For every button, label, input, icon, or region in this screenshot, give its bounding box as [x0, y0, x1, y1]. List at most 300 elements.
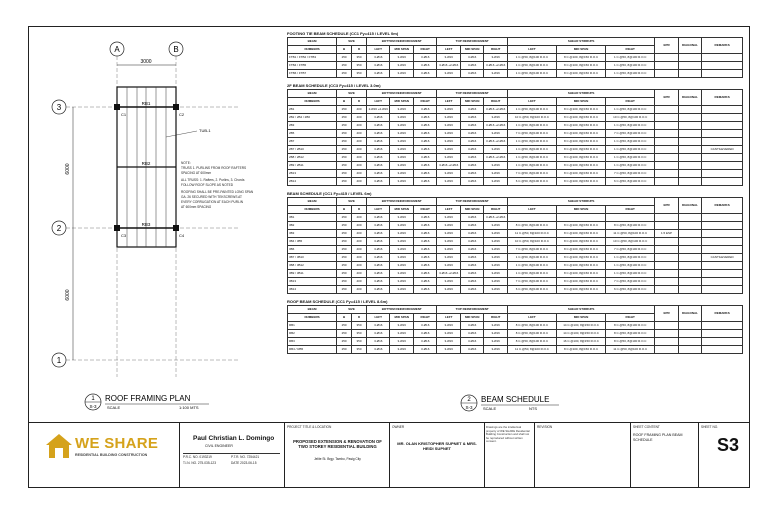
- cell-d: 400: [352, 238, 367, 246]
- header-cell: NUMBERS: [288, 314, 337, 322]
- cell-b: 250: [337, 170, 352, 178]
- svg-text:BEAM SCHEDULE: BEAM SCHEDULE: [481, 395, 550, 404]
- cell-d: 400: [352, 162, 367, 170]
- schedule-block: [287, 31, 743, 78]
- cell-sr: 1 C.@50, 8@100 R.O.C: [606, 106, 655, 114]
- cell-bm: 3-Ø16: [390, 170, 413, 178]
- header-cell: MID SPAN: [460, 314, 483, 322]
- cell-tl: 3-Ø16: [437, 146, 460, 154]
- cell-tr: 3-Ø16: [484, 346, 508, 354]
- cell-dg: [678, 246, 701, 254]
- header-cell: TOP REINFORCEMENT: [437, 198, 507, 206]
- cell-bm: 3-Ø16: [390, 138, 413, 146]
- cell-b: 250: [337, 114, 352, 122]
- cell-epr: [655, 130, 678, 138]
- table-row: [288, 262, 743, 270]
- cell-dg: [678, 322, 701, 330]
- cell-sl: 8 C.@50, 8@100 R.O.C: [507, 222, 556, 230]
- header-cell: D: [352, 206, 367, 214]
- header-cell: BOTTOM REINFORCEMENT: [367, 306, 437, 314]
- cell-sl: 1 C.@50, 8@100 R.O.C: [507, 254, 556, 262]
- cell-tl: 3-Ø16: [437, 246, 460, 254]
- cell-epr: [655, 322, 678, 330]
- cell-bl: 3-Ø16: [367, 330, 390, 338]
- header-cell: REMARKS: [702, 38, 743, 54]
- cell-tr: 3-Ø16: [484, 330, 508, 338]
- cell-bl: 3-Ø16: [367, 278, 390, 286]
- cell-sr: 8 C.@50, 8@100 R.O.C: [606, 322, 655, 330]
- cell-tm: 3-Ø16: [460, 346, 483, 354]
- header-cell: TOP REINFORCEMENT: [437, 90, 507, 98]
- cell-b: 250: [337, 222, 352, 230]
- header-cell: RIGHT: [484, 206, 508, 214]
- cell-sm: 8 C.@100, 8@150 R.O.C: [557, 122, 606, 130]
- header-cell: MID SPAN: [557, 98, 606, 106]
- cell-epr: [655, 338, 678, 346]
- cell-tm: 3-Ø16: [460, 154, 483, 162]
- cell-sr: 1 C.@50, 8@100 R.O.C: [606, 62, 655, 70]
- cell-tl: 3-Ø16: [437, 70, 460, 78]
- cell-n: RB3: [288, 338, 337, 346]
- cell-tm: 3-Ø16: [460, 262, 483, 270]
- cell-bm: 3-Ø16: [390, 338, 413, 346]
- header-cell: B: [337, 46, 352, 54]
- cell-dg: [678, 70, 701, 78]
- cell-br: 3-Ø16: [413, 278, 437, 286]
- cell-dg: [678, 338, 701, 346]
- cell-br: 3-Ø16: [413, 322, 437, 330]
- cell-rm: [702, 114, 743, 122]
- cell-b: 250: [337, 138, 352, 146]
- cell-sm: 16 C.@100, 8@150 R.O.C: [557, 338, 606, 346]
- cell-tm: 3-Ø16: [460, 222, 483, 230]
- cell-tm: 3-Ø16: [460, 130, 483, 138]
- cell-sr: 7 C.@50, 8@100 R.O.C: [606, 130, 655, 138]
- header-cell: REMARKS: [702, 198, 743, 214]
- header-cell: TOP REINFORCEMENT: [437, 306, 507, 314]
- engineer-name: Paul Christian L. Domingo: [193, 435, 275, 442]
- cell-tr: 3-Ø16: [484, 114, 508, 122]
- cell-dg: [678, 214, 701, 222]
- cell-tm: 3-Ø16: [460, 278, 483, 286]
- cell-tl: 3-Ø16: [437, 106, 460, 114]
- svg-text:NTS: NTS: [529, 406, 537, 411]
- cell-sl: 6 C.@50, 8@100 R.O.C: [507, 286, 556, 294]
- cell-dg: [678, 162, 701, 170]
- table-row: [288, 178, 743, 186]
- caption-sheet: S-3: [89, 404, 97, 409]
- cell-dg: [678, 270, 701, 278]
- table-row: [288, 106, 743, 114]
- cell-b: 250: [337, 70, 352, 78]
- cell-rm: [702, 338, 743, 346]
- cell-tm: 3-Ø16: [460, 330, 483, 338]
- cell-epr: [655, 138, 678, 146]
- header-cell: NUMBERS: [288, 98, 337, 106]
- sheet-number: S3: [716, 435, 739, 455]
- header-cell: SHEAR STIRRUPS: [507, 38, 654, 46]
- header-cell: MID SPAN: [557, 46, 606, 54]
- cell-bm: 3-Ø16: [390, 286, 413, 294]
- cell-sl: 7 C.@50, 8@100 R.O.C: [507, 130, 556, 138]
- cell-n: 3B7 / 3B10: [288, 254, 337, 262]
- cell-dg: [678, 54, 701, 62]
- header-cell: BOTTOM REINFORCEMENT: [367, 90, 437, 98]
- table-row: [288, 154, 743, 162]
- header-cell: BEAM: [288, 306, 337, 314]
- cell-bm: 3-Ø16: [390, 62, 413, 70]
- project-title: PROPOSED EXTENSION & RENOVATION OF TWO STOREY RESIDENTIAL BUILDING: [293, 439, 382, 449]
- cell-tl: 3-Ø16: [437, 278, 460, 286]
- cell-tl: 3-Ø16 +2-Ø16: [437, 162, 460, 170]
- cell-sr: 1 C.@50, 8@100 R.O.C: [606, 146, 655, 154]
- cell-tr: 3-Ø16 +2-Ø16: [484, 138, 508, 146]
- cell-tr: 3-Ø16: [484, 246, 508, 254]
- table-row: [288, 330, 743, 338]
- schedule-block: [287, 299, 743, 354]
- cell-sm: 8 C.@100, 8@150 R.O.C: [557, 230, 606, 238]
- cell-sr: 8 C.@50, 8@100 R.O.C: [606, 338, 655, 346]
- cell-d: 350: [352, 346, 367, 354]
- table-row: [288, 62, 743, 70]
- header-cell: SIZE: [337, 38, 367, 46]
- cell-br: 3-Ø16: [413, 146, 437, 154]
- sheet-content-cell: SHEET CONTENT ROOF FRAMING PLAN BEAM SCHEDULE: [630, 423, 699, 488]
- logo-text: WE SHARE: [75, 435, 159, 452]
- plan-notes: [181, 161, 254, 209]
- cell-epr: [655, 262, 678, 270]
- cell-tr: 3-Ø16: [484, 238, 508, 246]
- svg-text:2: 2: [467, 397, 471, 403]
- cell-d: 350: [352, 62, 367, 70]
- cell-dg: [678, 262, 701, 270]
- cell-tr: 3-Ø16: [484, 230, 508, 238]
- sheet-number-cell: SHEET NO. S3: [701, 425, 739, 455]
- svg-text:SCALE: SCALE: [483, 406, 497, 411]
- svg-text:GA. 26 SECURED WITH TEKSCREWS: GA. 26 SECURED WITH TEKSCREWS AT: [181, 195, 242, 199]
- cell-bm: 3-Ø16: [390, 122, 413, 130]
- cell-sr: 1 C.@50, 8@100 R.O.C: [606, 54, 655, 62]
- owner-cell: OWNER MR. OLAN KRISTOPHER SUPNET & MRS. HEIDI SUPNET: [389, 423, 485, 488]
- cell-epr: [655, 146, 678, 154]
- schedule-title: ROOF BEAM SCHEDULE (CC1 Fy=415 / LEVEL 8.6m): [287, 299, 388, 304]
- cell-br: 3-Ø16: [413, 338, 437, 346]
- cell-d: 400: [352, 222, 367, 230]
- cell-sl: 1 C.@50, 8@100 R.O.C: [507, 70, 556, 78]
- cell-rm: [702, 330, 743, 338]
- cell-n: 3B8 / 3B12: [288, 262, 337, 270]
- cell-tm: 3-Ø16: [460, 270, 483, 278]
- header-cell: REMARKS: [702, 306, 743, 322]
- cell-epr: [655, 278, 678, 286]
- table-row: [288, 246, 743, 254]
- company-logo-icon: [45, 433, 73, 459]
- table-row: [288, 230, 743, 238]
- svg-text:FOLLOW ROOF SLOPE AS NOTED: FOLLOW ROOF SLOPE AS NOTED: [181, 183, 234, 187]
- beam-schedule-tables: [287, 31, 743, 359]
- cell-bl: 3-Ø16: [367, 346, 390, 354]
- table-row: [288, 122, 743, 130]
- cell-dg: [678, 278, 701, 286]
- cell-bm: 3-Ø16: [390, 54, 413, 62]
- title-block: [29, 422, 749, 488]
- cell-bl: 2-Ø16 +2-Ø16: [367, 106, 390, 114]
- cell-sm: 8 C.@100, 8@150 R.O.C: [557, 262, 606, 270]
- cell-sm: 8 C.@100, 8@150 R.O.C: [557, 178, 606, 186]
- cell-tr: 3-Ø16 +2-Ø16: [484, 154, 508, 162]
- cell-tr: 3-Ø16: [484, 146, 508, 154]
- cell-br: 3-Ø16: [413, 238, 437, 246]
- cell-tr: 3-Ø16: [484, 262, 508, 270]
- caption-scale: SCALE: [107, 405, 121, 410]
- cell-sl: 8 C.@50, 8@100 R.O.C: [507, 322, 556, 330]
- cell-b: 250: [337, 154, 352, 162]
- cell-bm: 3-Ø16: [390, 214, 413, 222]
- cell-n: FTB6 / FTB7: [288, 70, 337, 78]
- header-cell: EPR: [655, 38, 678, 54]
- cell-d: 400: [352, 262, 367, 270]
- cell-dg: [678, 222, 701, 230]
- cell-epr: [655, 170, 678, 178]
- cell-bl: 3-Ø16: [367, 262, 390, 270]
- cell-bm: 3-Ø16: [390, 222, 413, 230]
- cell-sm: 8 C.@100, 8@150 R.O.C: [557, 62, 606, 70]
- header-cell: LEFT: [507, 46, 556, 54]
- cell-b: 250: [337, 62, 352, 70]
- cell-b: 250: [337, 346, 352, 354]
- cell-tl: 3-Ø16: [437, 254, 460, 262]
- cell-sl: 8 C.@50, 8@100 R.O.C: [507, 330, 556, 338]
- cell-b: 250: [337, 146, 352, 154]
- header-cell: DIAGONAL: [678, 306, 701, 322]
- header-cell: MID SPAN: [460, 98, 483, 106]
- cell-n: RB4 / RB5: [288, 346, 337, 354]
- cell-tl: 3-Ø16: [437, 346, 460, 354]
- cell-dg: [678, 178, 701, 186]
- header-cell: RIGHT: [484, 46, 508, 54]
- project-location: Jelite St. Brgy. Tambo, Pasig City: [314, 457, 361, 461]
- header-cell: LEFT: [437, 206, 460, 214]
- cell-sm: 14 C.@100, 8@150 R.O.C: [557, 322, 606, 330]
- beam-rb2: RB2: [141, 161, 151, 166]
- cell-br: 3-Ø16: [413, 122, 437, 130]
- header-cell: LEFT: [367, 98, 390, 106]
- cell-n: 2B3: [288, 122, 337, 130]
- cell-br: 3-Ø16: [413, 262, 437, 270]
- header-cell: MID SPAN: [460, 206, 483, 214]
- beam-schedule-caption: [459, 391, 599, 415]
- header-cell: DIAGONAL: [678, 198, 701, 214]
- cell-br: 3-Ø16: [413, 270, 437, 278]
- cell-bl: 3-Ø16: [367, 214, 390, 222]
- cell-sm: 8 C.@100, 8@150 R.O.C: [557, 238, 606, 246]
- cell-tr: 3-Ø16: [484, 54, 508, 62]
- cell-sm: 8 C.@100, 8@150 R.O.C: [557, 270, 606, 278]
- cell-sr: 7 C.@50, 8@100 R.O.C: [606, 170, 655, 178]
- table-row: [288, 130, 743, 138]
- cell-tl: 3-Ø16: [437, 214, 460, 222]
- cell-rm: [702, 322, 743, 330]
- header-cell: MID SPAN: [460, 46, 483, 54]
- cell-bl: 3-Ø16: [367, 222, 390, 230]
- header-cell: LEFT: [437, 46, 460, 54]
- cell-epr: [655, 154, 678, 162]
- header-cell: RIGHT: [606, 314, 655, 322]
- header-cell: SIZE: [337, 198, 367, 206]
- header-cell: RIGHT: [606, 98, 655, 106]
- header-cell: SHEAR STIRRUPS: [507, 90, 654, 98]
- cell-tr: 3-Ø16: [484, 286, 508, 294]
- cell-dg: [678, 230, 701, 238]
- cell-rm: [702, 262, 743, 270]
- cell-d: 400: [352, 230, 367, 238]
- cell-tl: 3-Ø16: [437, 286, 460, 294]
- cell-sm: 8 C.@100, 8@150 R.O.C: [557, 222, 606, 230]
- cell-d: 400: [352, 146, 367, 154]
- cell-tl: 3-Ø16: [437, 338, 460, 346]
- cell-br: 3-Ø16: [413, 286, 437, 294]
- table-row: [288, 286, 743, 294]
- cell-sl: 10 C.@50, 8@100 R.O.C: [507, 238, 556, 246]
- cell-sl: 1 C.@50, 8@100 R.O.C: [507, 270, 556, 278]
- cell-n: 3B9 / 3B11: [288, 270, 337, 278]
- cell-d: 400: [352, 170, 367, 178]
- cell-sl: 7 C.@50, 8@100 R.O.C: [507, 246, 556, 254]
- table-row: [288, 278, 743, 286]
- cell-tm: 3-Ø16: [460, 246, 483, 254]
- svg-text:ALL TRUSS: 1. Rafters, 2. Purl: ALL TRUSS: 1. Rafters, 2. Purlins, 3. Chords: [181, 178, 245, 182]
- cell-tm: 3-Ø16: [460, 230, 483, 238]
- cell-rm: [702, 278, 743, 286]
- header-cell: RIGHT: [484, 314, 508, 322]
- cell-tm: 3-Ø16: [460, 146, 483, 154]
- cell-b: 250: [337, 106, 352, 114]
- header-cell: EPR: [655, 198, 678, 214]
- header-cell: LEFT: [367, 206, 390, 214]
- table-row: [288, 270, 743, 278]
- cell-d: 400: [352, 254, 367, 262]
- cell-rm: [702, 154, 743, 162]
- cell-sm: [557, 214, 606, 222]
- cell-b: 250: [337, 122, 352, 130]
- cell-br: 3-Ø16: [413, 178, 437, 186]
- cell-bm: 3-Ø16: [390, 106, 413, 114]
- cell-rm: [702, 70, 743, 78]
- cell-sm: 8 C.@100, 8@150 R.O.C: [557, 146, 606, 154]
- cell-sm: 8 C.@100, 8@150 R.O.C: [557, 106, 606, 114]
- table-row: [288, 222, 743, 230]
- cell-bl: 3-Ø16: [367, 254, 390, 262]
- cell-n: RB1: [288, 322, 337, 330]
- cell-sl: 11 C.@50, 8@100 R.O.C: [507, 346, 556, 354]
- cell-tm: 3-Ø16: [460, 238, 483, 246]
- cell-tl: 3-Ø16 +2-Ø16: [437, 62, 460, 70]
- schedule-title: BEAM SCHEDULE (CC1 Fy=415 / LEVEL 6m): [287, 191, 372, 196]
- schedule-table: [287, 89, 743, 186]
- cell-sm: 8 C.@100, 8@150 R.O.C: [557, 130, 606, 138]
- header-cell: REMARKS: [702, 90, 743, 106]
- header-cell: DIAGONAL: [678, 38, 701, 54]
- cell-sl: 10 C.@50, 8@100 R.O.C: [507, 114, 556, 122]
- header-cell: RIGHT: [413, 46, 437, 54]
- cell-n: 3B6: [288, 246, 337, 254]
- cell-bm: 3-Ø16: [390, 262, 413, 270]
- cell-d: 400: [352, 154, 367, 162]
- cell-d: 400: [352, 106, 367, 114]
- cell-bm: 3-Ø16: [390, 278, 413, 286]
- cell-tm: 3-Ø16: [460, 62, 483, 70]
- grid-label-2: 2: [56, 224, 62, 233]
- cell-n: 3B14: [288, 286, 337, 294]
- cell-d: 350: [352, 322, 367, 330]
- schedule-table: [287, 305, 743, 354]
- table-row: [288, 70, 743, 78]
- cell-br: 3-Ø16: [413, 114, 437, 122]
- cell-epr: [655, 238, 678, 246]
- cell-sr: [606, 214, 655, 222]
- cell-br: 3-Ø16: [413, 170, 437, 178]
- cell-d: 400: [352, 122, 367, 130]
- cell-b: 250: [337, 162, 352, 170]
- dim-lower: 6000: [65, 289, 71, 301]
- header-cell: BOTTOM REINFORCEMENT: [367, 38, 437, 46]
- cell-sl: 7 C.@50, 8@100 R.O.C: [507, 170, 556, 178]
- table-row: [288, 346, 743, 354]
- cell-br: 3-Ø16: [413, 62, 437, 70]
- cell-tm: 3-Ø16: [460, 138, 483, 146]
- cell-sm: 8 C.@100, 8@150 R.O.C: [557, 70, 606, 78]
- caption-num: 1: [91, 396, 95, 402]
- cell-bl: 3-Ø16: [367, 122, 390, 130]
- header-cell: SHEAR STIRRUPS: [507, 306, 654, 314]
- cell-b: 250: [337, 338, 352, 346]
- cell-sl: 1 C.@50, 8@100 R.O.C: [507, 106, 556, 114]
- cell-bl: 3-Ø16: [367, 270, 390, 278]
- cell-tl: 3-Ø16: [437, 262, 460, 270]
- cell-b: 250: [337, 54, 352, 62]
- cell-bl: 3-Ø16: [367, 54, 390, 62]
- cell-epr: [655, 122, 678, 130]
- cell-rm: [702, 54, 743, 62]
- cell-d: 350: [352, 330, 367, 338]
- cell-tm: 3-Ø16: [460, 322, 483, 330]
- cell-bm: 3-Ø16: [390, 70, 413, 78]
- header-cell: LEFT: [507, 314, 556, 322]
- cell-d: 400: [352, 178, 367, 186]
- cell-bl: 3-Ø16: [367, 162, 390, 170]
- cell-bm: 3-Ø16: [390, 246, 413, 254]
- cell-tr: 3-Ø16: [484, 170, 508, 178]
- header-cell: LEFT: [367, 46, 390, 54]
- cell-br: 3-Ø16: [413, 222, 437, 230]
- table-row: [288, 162, 743, 170]
- header-cell: D: [352, 46, 367, 54]
- schedule-block: [287, 191, 743, 294]
- cell-bm: 3-Ø16: [390, 330, 413, 338]
- cell-rm: [702, 230, 743, 238]
- cell-bl: 3-Ø16: [367, 70, 390, 78]
- header-cell: TOP REINFORCEMENT: [437, 38, 507, 46]
- cell-rm: [702, 170, 743, 178]
- cell-n: 3B1: [288, 214, 337, 222]
- cell-br: 3-Ø16: [413, 254, 437, 262]
- cell-br: 3-Ø16: [413, 346, 437, 354]
- svg-text:EVERY CORRUGATION AT EACH PURL: EVERY CORRUGATION AT EACH PURLIN: [181, 200, 244, 204]
- cell-bl: 3-Ø16: [367, 230, 390, 238]
- cell-n: 2B2 / 2B4 / 2B6: [288, 114, 337, 122]
- cell-n: 2B1: [288, 106, 337, 114]
- cell-b: 250: [337, 246, 352, 254]
